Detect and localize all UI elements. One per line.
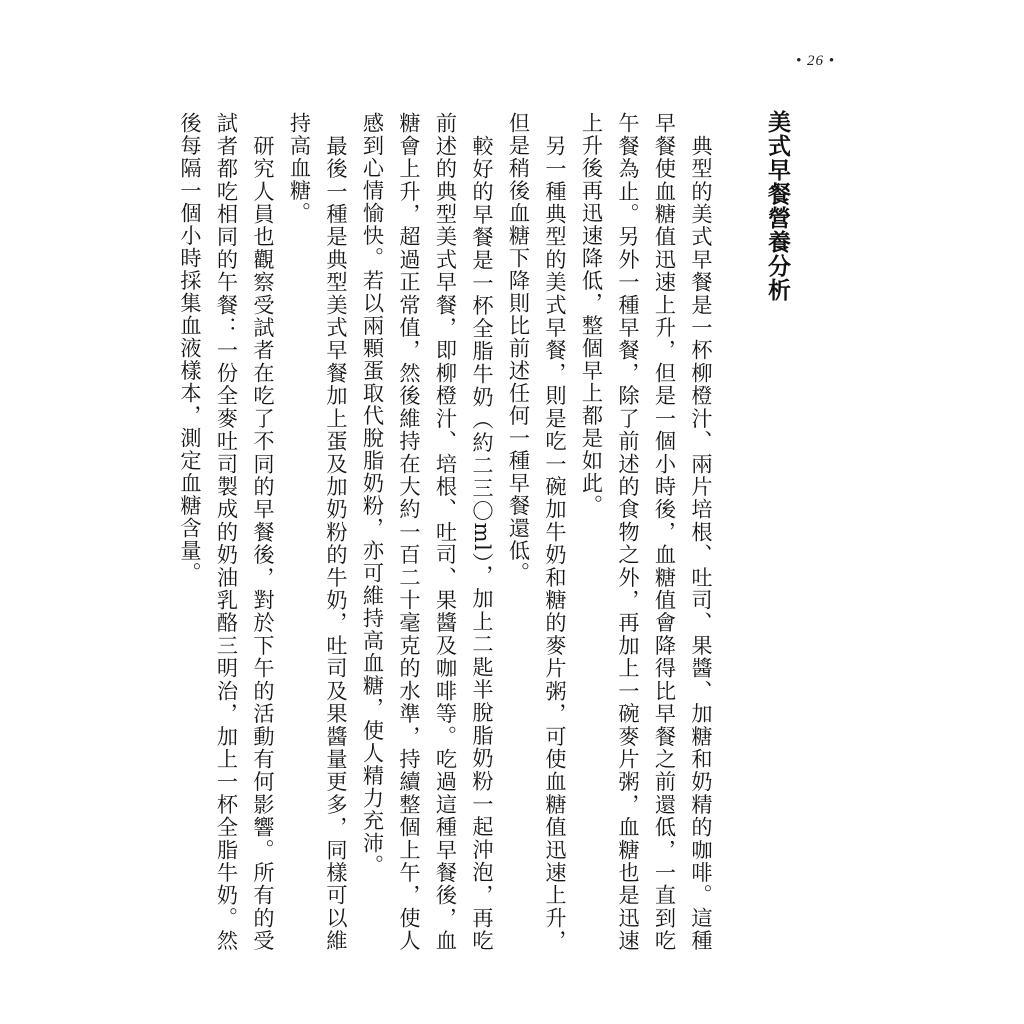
body-text xyxy=(172,112,720,952)
paragraph-1: 典型的美式早餐是一杯柳橙汁、兩片培根、吐司、果醬、加糖和奶精的咖啡。這種早餐使血糖值迅速上升，但是一個小時後，血糖值會降得比早餐之前還低，一直到吃午餐為止。另外一種早餐，除了前述的食物之外，再加上一碗麥片粥，血糖也是迅速上升後再迅速降低，整個早上都是如此。 xyxy=(579,112,714,952)
paragraph-3: 較好的早餐是一杯全脂牛奶（約二三〇ml），加上二匙半脫脂奶粉一起沖泡，再吃前述的典型美式早餐，即柳橙汁、培根、吐司、果醬及咖啡等。吃過這種早餐後，血糖會上升，超過正常值，然後維持在大約一百二十毫克的水準，持續整個上午，使人感到心情愉快。若以兩顆蛋取代脫脂奶粉，亦可維持高血糖，使人精力充沛。 xyxy=(360,112,495,952)
page-number: • 26 • xyxy=(796,53,836,69)
paragraph-4: 最後一種是典型美式早餐加上蛋及加奶粉的牛奶，吐司及果醬量更多，同樣可以維持高血糖。 xyxy=(287,112,349,952)
paragraph-2: 另一種典型的美式早餐，則是吃一碗加牛奶和糖的麥片粥，可使血糖值迅速上升，但是稍後血糖下降則比前述任何一種早餐還低。 xyxy=(506,112,568,952)
paragraph-5: 研究人員也觀察受試者在吃了不同的早餐後，對於下午的活動有何影響。所有的受試者都吃相同的午餐：一份全麥吐司製成的奶油乳酪三明治，加上一杯全脂牛奶。然後每隔一個小時採集血液樣本，測定血糖含量。 xyxy=(178,112,276,952)
section-title: 美式早餐營養分析 xyxy=(764,110,790,302)
